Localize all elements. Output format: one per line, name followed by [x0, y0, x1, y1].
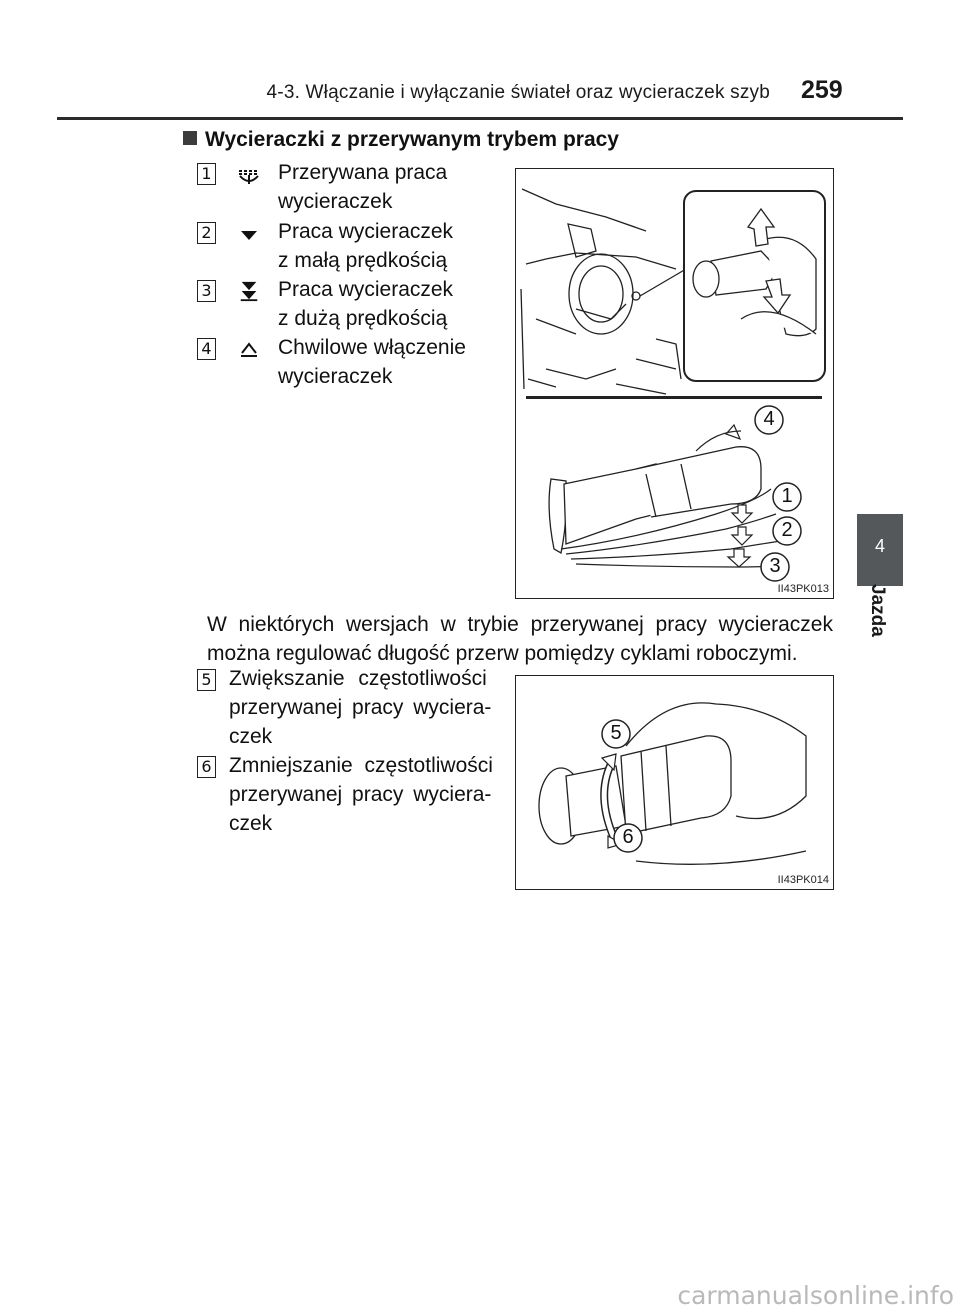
body-paragraph: W niektórych wersjach w trybie przerywanej pracy wycieraczek można regulować długość przerw pomiędzy cyklami roboczymi. [207, 613, 833, 665]
wiper-lever-illustration [515, 168, 834, 599]
callout-number: 5 [610, 722, 622, 744]
heading-bullet-icon [183, 131, 197, 145]
item-line: przerywanej pracy wyciera- [229, 696, 492, 719]
item-number-box: 2 [197, 222, 216, 244]
item-line: wycieraczek [278, 365, 393, 388]
callout-number: 3 [769, 555, 781, 577]
item-number-box: 6 [197, 756, 216, 778]
list-item [229, 664, 501, 751]
section-heading-text: Wycieraczki z przerywanym trybem pracy [205, 128, 619, 151]
callout-number: 2 [781, 519, 793, 541]
item-line: wycieraczek [278, 190, 393, 213]
item-number-box: 5 [197, 669, 216, 691]
figure-code: II43PK013 [777, 583, 829, 595]
mist-chevron-icon [236, 339, 262, 361]
item-line: czek [229, 812, 273, 835]
list-item [278, 275, 453, 333]
watermark: carmanualsonline.info [677, 1281, 954, 1310]
list-item [278, 217, 453, 275]
callout-1 [772, 482, 802, 512]
item-line: z małą prędkością [278, 249, 448, 272]
callout-3 [760, 552, 790, 582]
item-line: czek [229, 725, 273, 748]
chapter-label-container [846, 580, 916, 650]
item-line: przerywanej pracy wyciera- [229, 783, 492, 806]
callout-number: 4 [763, 408, 775, 430]
item-number-box: 4 [197, 338, 216, 360]
list-item [278, 333, 466, 391]
rotation-drawing [516, 676, 832, 888]
item-number-box: 1 [197, 163, 216, 185]
item-line: Zmniejszanie częstotliwości [229, 754, 493, 777]
callout-6 [613, 823, 643, 853]
callout-number: 1 [781, 485, 793, 507]
item-line: Praca wycieraczek [278, 278, 454, 301]
item-line: Zwiększanie częstotliwości [229, 667, 487, 690]
lever-rotation-illustration [515, 675, 834, 890]
section-heading [183, 128, 619, 152]
item-line: Chwilowe włączenie [278, 336, 466, 359]
chapter-number: 4 [874, 536, 885, 556]
low-speed-arrow-icon [236, 224, 262, 246]
high-speed-double-arrow-icon [236, 280, 262, 302]
running-header: 4-3. Włączanie i wyłączanie świateł oraz wycieraczek szyb [266, 82, 770, 103]
chapter-label: Jazda [867, 584, 888, 637]
list-item [229, 751, 501, 838]
callout-2 [772, 516, 802, 546]
list-item [278, 158, 447, 216]
item-line: Praca wycieraczek [278, 220, 454, 243]
item-line: Przerywana praca [278, 161, 448, 184]
intermittent-wiper-icon [236, 164, 262, 186]
page-number: 259 [801, 76, 843, 104]
item-line: z dużą prędkością [278, 307, 448, 330]
header-divider [57, 117, 903, 120]
figure-code: II43PK014 [777, 874, 829, 886]
chapter-tab[interactable] [857, 514, 903, 586]
callout-5 [601, 719, 631, 749]
callout-4 [754, 405, 784, 435]
item-number-box: 3 [197, 280, 216, 302]
callout-number: 6 [622, 826, 634, 848]
